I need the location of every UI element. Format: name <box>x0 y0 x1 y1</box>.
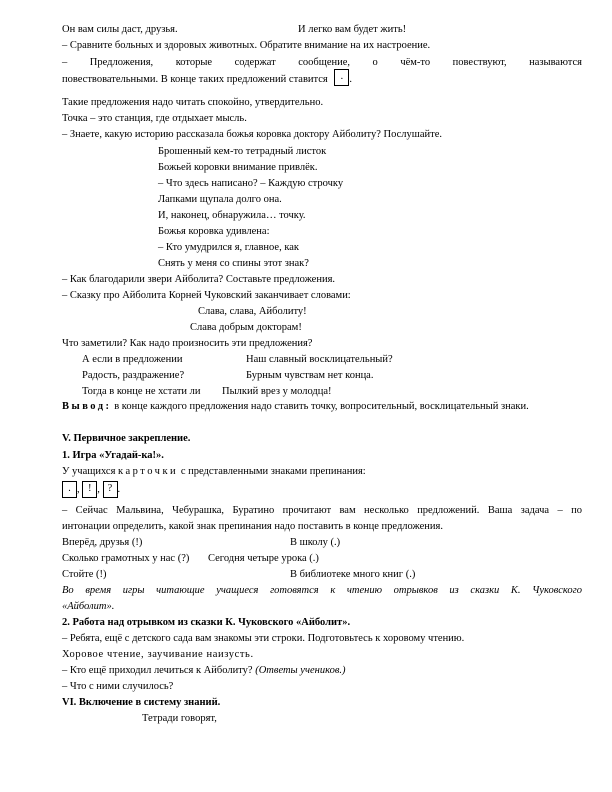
separator: . <box>117 483 121 495</box>
text-fragment: с представленными знаками препинания: <box>178 466 366 477</box>
text-line: Такие предложения надо читать спокойно, утвердительно. <box>62 97 324 108</box>
section-heading: VI. Включение в систему знаний. <box>62 697 221 708</box>
text-line <box>62 664 346 677</box>
question-card-icon: ? <box>103 481 118 498</box>
exclamation-card-icon: ! <box>82 481 97 498</box>
punctuation: . <box>349 74 352 85</box>
exercise-right: Сегодня четыре урока (.) <box>208 553 319 564</box>
text-line <box>62 73 352 86</box>
text-fragment: У учащихся <box>62 466 119 477</box>
poem-line-left: Тогда в конце не хстати ли <box>82 386 201 397</box>
text-line: интонации определить, какой знак препинания надо поставить в конце предложения. <box>62 521 443 532</box>
poem-line: – Что здесь написано? – Каждую строчку <box>158 178 344 189</box>
conclusion-text: в конце каждого предложения надо ставить точку, вопросительный, восклицательный знаки. <box>111 401 529 412</box>
subsection-heading: 2. Работа над отрывком из сказки К. Чуковского «Айболит». <box>62 617 351 628</box>
section-heading: V. Первичное закрепление. <box>62 433 191 444</box>
exercise-right: В библиотеке много книг (.) <box>290 569 416 580</box>
conclusion-label: Вывод: <box>62 401 112 412</box>
separator: , <box>97 483 103 495</box>
poem-line: Брошенный кем-то тетрадный листок <box>158 146 327 157</box>
text-fragment: повествовательными. В конце таких предложений ставится <box>62 74 328 85</box>
poem-line-right: Бурным чувствам нет конца. <box>246 370 374 381</box>
poem-line: Божья коровка удивлена: <box>158 226 270 237</box>
text-line: Точка – это станция, где отдыхает мысль. <box>62 113 247 124</box>
text-line: – Ребята, ещё с детского сада вам знакомы эти строки. Подготовьтесь к хоровому чтению. <box>62 633 465 644</box>
poem-line-right: И легко вам будет жить! <box>298 24 407 35</box>
poem-line: Слава, слава, Айболиту! <box>198 306 307 317</box>
poem-line: – Кто умудрился я, главное, как <box>158 242 300 253</box>
text-line: – Сравните больных и здоровых животных. Обратите внимание на их настроение. <box>62 40 431 51</box>
poem-line: И, наконец, обнаружила… точку. <box>158 210 306 221</box>
text-fragment: – Кто ещё приходил лечиться к Айболиту? <box>62 665 256 676</box>
exercise-left: Вперёд, друзья (!) <box>62 537 143 548</box>
exercise-right: В школу (.) <box>290 537 341 548</box>
poem-line-right: Пылкий врез у молодца! <box>222 386 332 397</box>
exercise-left: Стойте (!) <box>62 569 107 580</box>
poem-line: Снять у меня со спины этот знак? <box>158 258 309 269</box>
period-card-icon: . <box>62 481 77 498</box>
text-line: – Знаете, какую историю рассказала божья коровка доктору Айболиту? Послушайте. <box>62 129 442 140</box>
poem-line-left: Радость, раздражение? <box>82 370 185 381</box>
spaced-word: карточки <box>118 466 179 477</box>
text-line: – Сейчас Мальвина, Чебурашка, Буратино прочитают вам несколько предложений. Ваша задача – по <box>62 505 582 516</box>
text-line: – Что с ними случилось? <box>62 681 174 692</box>
text-line: – Сказку про Айболита Корней Чуковский заканчивает словами: <box>62 290 351 301</box>
poem-line-left: Он вам силы даст, друзья. <box>62 24 178 35</box>
poem-line: Слава добрым докторам! <box>190 322 302 333</box>
poem-line-right: Наш славный восклицательный? <box>246 354 393 365</box>
poem-line: Лапками щупала долго она. <box>158 194 282 205</box>
conclusion-line <box>62 400 529 413</box>
poem-line: Тетради говорят, <box>142 713 217 724</box>
punctuation-cards <box>62 481 120 498</box>
poem-line: Божьей коровки внимание привлёк. <box>158 162 318 173</box>
italic-fragment: (Ответы учеников.) <box>255 665 346 676</box>
text-line: – Как благодарили звери Айболита? Составьте предложения. <box>62 274 336 285</box>
text-line <box>62 465 366 478</box>
exercise-left: Сколько грамотных у нас (?) <box>62 553 190 564</box>
subsection-heading: 1. Игра «Угадай-ка!». <box>62 450 164 461</box>
separator: , <box>77 483 83 495</box>
text-line: Хоровое чтение, заучивание наизусть. <box>62 649 254 660</box>
italic-note: «Айболит». <box>62 601 115 612</box>
text-line: – Предложения, которые содержат сообщение, о чём-то повествуют, называются <box>62 57 582 68</box>
period-card-icon: . <box>334 69 349 86</box>
poem-line-left: А если в предложении <box>82 354 183 365</box>
italic-note: Во время игры читающие учащиеся готовятся к чтению отрывков из сказки К. Чуковского <box>62 585 582 596</box>
text-line: Что заметили? Как надо произносить эти предложения? <box>62 338 313 349</box>
